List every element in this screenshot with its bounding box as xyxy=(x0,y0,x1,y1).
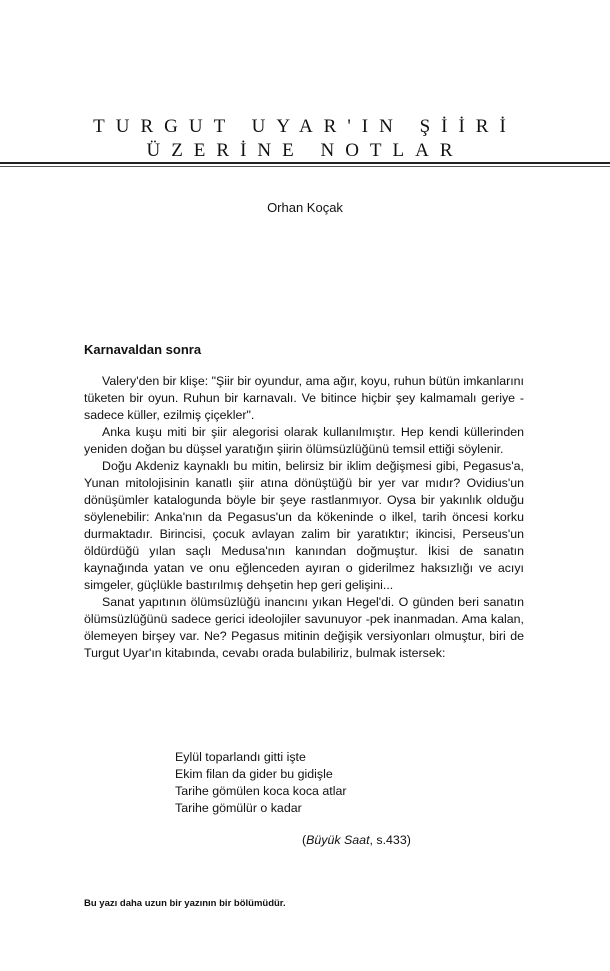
poem-line: Tarihe gömülen koca koca atlar xyxy=(175,784,347,798)
paragraph: Doğu Akdeniz kaynaklı bu mitin, belirsiz bir iklim değişmesi gibi, Pegasus'a, Yunan mitolojisinin kanatlı şiir atına dönüştüğü bir yer var mıdır? Ovidius'un dönüşümler katalogunda böyle bir şeye rastlanmıyor. Oysa bir yakınlık olduğu söylenebilir: Anka'nın da Pegasus'un da kökeninde o ilkel, tarih öncesi korku durmaktadır. Birincisi, çocuk avlayan zalim bir yaratıktır; ikincisi, Perseus'un öldürdüğü yılan saçlı Medusa'nın kanından doğmuştur. İkisi de sanatın kaynağında yatan ve onu eğlenceden ayıran o giderilmez haksızlığı ve acıyı simgeler, güçlükle bastırılmış dehşetin hep geri gelişini... xyxy=(84,459,524,592)
article-body xyxy=(84,373,524,662)
poem-citation xyxy=(302,833,411,847)
paragraph: Valery'den bir klişe: "Şiir bir oyundur, ama ağır, koyu, ruhun bütün imkanlarını tüketen bir oyun. Ruhun bir karnavalı. Ve bitince hiçbir şey kalmamalı geriye -sadece küller, ezilmiş çiçekler". xyxy=(84,374,524,422)
author-name: Orhan Koçak xyxy=(267,200,343,215)
poem-quote xyxy=(175,749,347,817)
article-title-line-2: ÜZERİNE NOTLAR xyxy=(146,140,464,161)
paragraph: Anka kuşu miti bir şiir alegorisi olarak kullanılmıştır. Hep kendi küllerinden yeniden doğan bu düşsel yaratığın şiirin ölümsüzlüğünü temsil ettiği söylenir. xyxy=(84,425,524,456)
title-rule-thin xyxy=(0,166,610,167)
poem-line: Ekim filan da gider bu gidişle xyxy=(175,767,333,781)
paragraph: Sanat yapıtının ölümsüzlüğü inancını yıkan Hegel'di. O günden beri sanatın ölümsüzlüğünü sadece gerici ideolojiler savunuyor -pek inanmadan. Ama kalan, ölemeyen birşey var. Ne? Pegasus mitinin değişik versiyonları olmuştur, biri de Turgut Uyar'ın kitabında, cevabı orada bulabiliriz, bulmak istersek: xyxy=(84,595,524,660)
citation-book-title: Büyük Saat xyxy=(306,833,370,847)
title-rule xyxy=(0,162,610,164)
article-title-line-1: TURGUT UYAR'IN ŞİİRİ xyxy=(93,116,517,137)
citation-open: ( xyxy=(302,833,307,847)
poem-line: Tarihe gömülür o kadar xyxy=(175,801,302,815)
section-heading: Karnavaldan sonra xyxy=(84,342,202,357)
citation-page: , s.433) xyxy=(369,833,411,847)
poem-line: Eylül toparlandı gitti işte xyxy=(175,750,306,764)
footnote: Bu yazı daha uzun bir yazının bir bölümüdür. xyxy=(84,898,286,909)
